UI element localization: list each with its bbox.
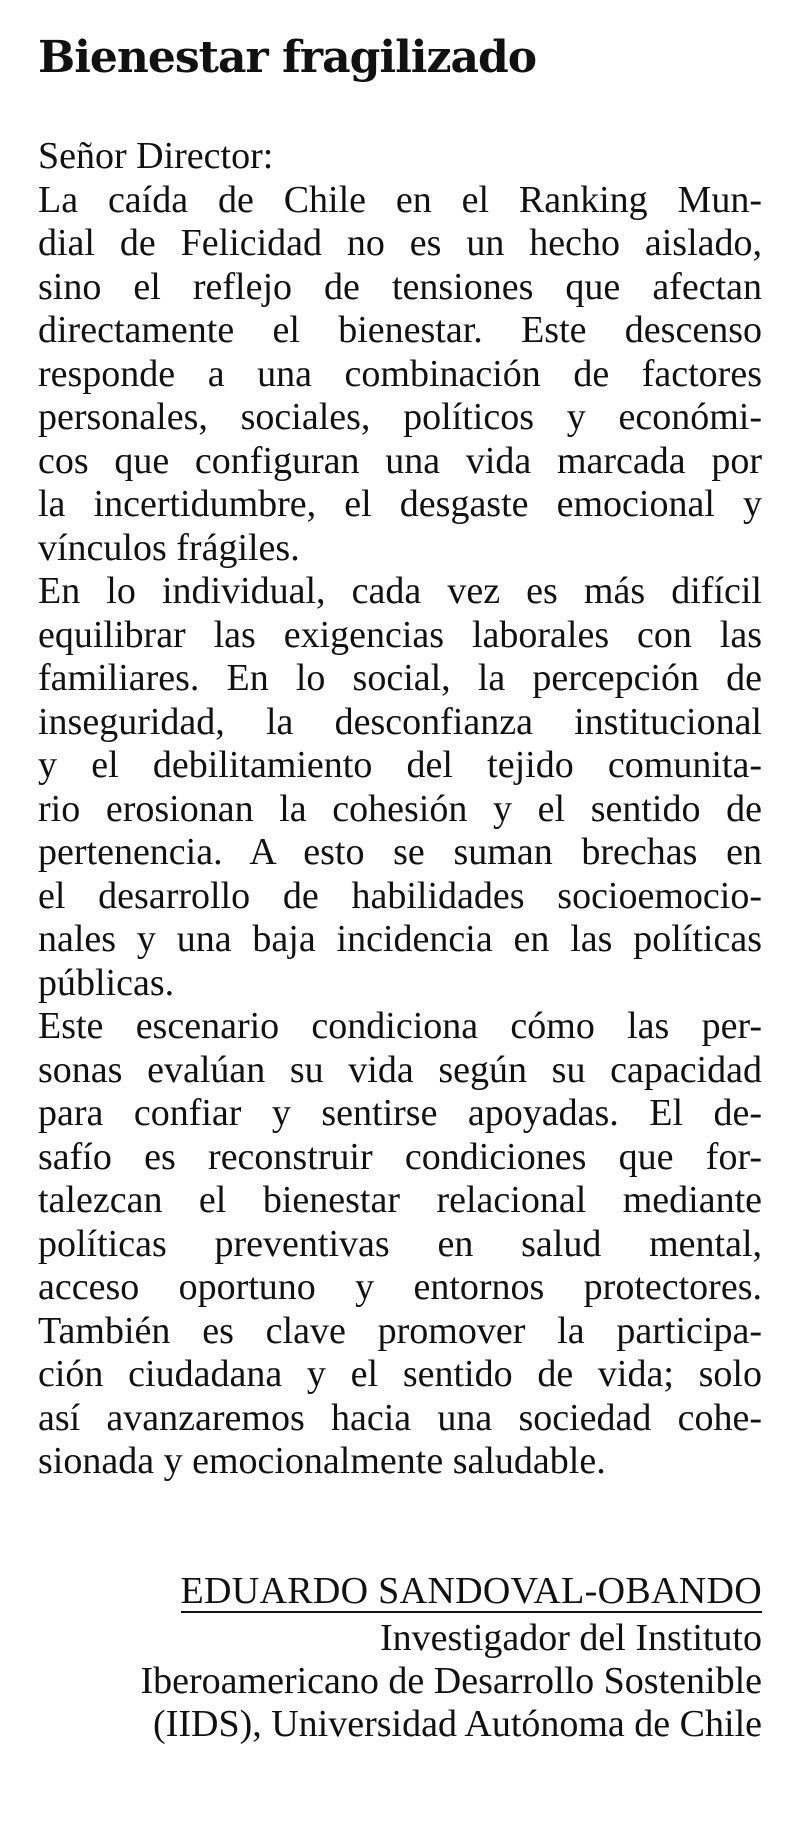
body-line: el desarrollo de habilidades socioemocio-	[38, 874, 762, 917]
body-line: la incertidumbre, el desgaste emocional y	[38, 483, 762, 525]
body-line: inseguridad, la desconfianza institucional	[38, 700, 762, 743]
body-line: para confiar y sentirse apoyadas. El de-	[38, 1092, 762, 1134]
body-line: y el debilitamiento del tejido comunita-	[38, 744, 762, 786]
body-line: acceso oportuno y entornos protectores.	[38, 1266, 762, 1308]
body-line: pertenencia. A esto se suman brechas en	[38, 831, 762, 873]
body-line: sonas evalúan su vida según su capacidad	[38, 1048, 762, 1091]
body-line: familiares. En lo social, la percepción de	[38, 657, 762, 699]
body-line: directamente el bienestar. Este descenso	[38, 309, 762, 351]
body-line: así avanzaremos hacia una sociedad cohe-	[38, 1396, 762, 1439]
author-affiliation	[141, 1617, 763, 1746]
body-line: responde a una combinación de factores	[38, 352, 762, 395]
body-line: Este escenario condiciona cómo las per-	[38, 1005, 762, 1047]
body-line: equilibrar las exigencias laborales con las	[38, 613, 762, 656]
body-line: políticas preventivas en salud mental,	[38, 1222, 762, 1265]
body-line: sionada y emocionalmente saludable.	[38, 1440, 606, 1482]
body-line: rio erosionan la cohesión y el sentido de	[38, 787, 762, 830]
affiliation-line: (IIDS), Universidad Autónoma de Chile	[153, 1703, 762, 1745]
body-line: Señor Director:	[38, 135, 274, 177]
article-title: Bienestar fragilizado	[38, 32, 537, 83]
body-line: También es clave promover la participa-	[38, 1309, 762, 1352]
article-body	[38, 135, 762, 1484]
affiliation-line: Iberoamericano de Desarrollo Sostenible	[140, 1660, 762, 1702]
body-line: nales y una baja incidencia en las políticas	[38, 918, 762, 960]
body-line: La caída de Chile en el Ranking Mun-	[38, 178, 762, 221]
body-line: vínculos frágiles.	[38, 526, 300, 569]
body-line: cos que configuran una vida marcada por	[38, 439, 762, 482]
body-line: dial de Felicidad no es un hecho aislado,	[38, 222, 762, 264]
body-line: talezcan el bienestar relacional mediante	[38, 1179, 762, 1221]
signature-block	[141, 1570, 763, 1746]
author-name: EDUARDO SANDOVAL-OBANDO	[180, 1570, 762, 1612]
body-line: sino el reflejo de tensiones que afectan	[38, 265, 762, 308]
body-line: personales, sociales, políticos y económi-	[38, 396, 762, 438]
body-line: En lo individual, cada vez es más difícil	[38, 570, 762, 612]
body-line: safío es reconstruir condiciones que for-	[38, 1135, 762, 1178]
body-line: públicas.	[38, 961, 175, 1004]
body-line: ción ciudadana y el sentido de vida; solo	[38, 1353, 762, 1395]
affiliation-line: Investigador del Instituto	[379, 1617, 762, 1659]
